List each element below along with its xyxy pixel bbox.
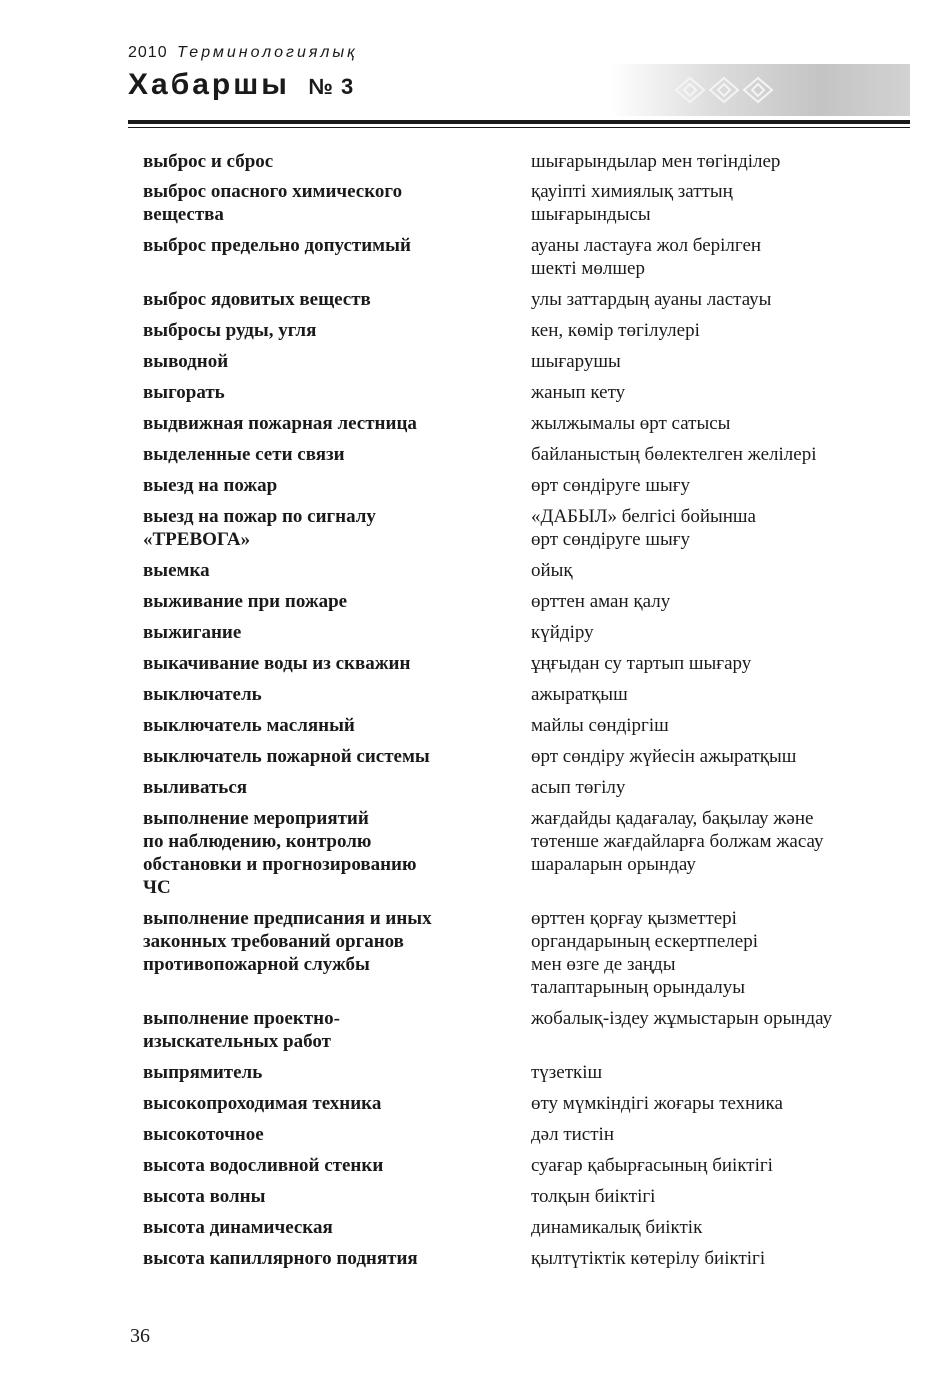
header-rule-thin [128, 127, 910, 128]
entry-row [143, 505, 903, 559]
issue-number: № 3 [308, 74, 355, 99]
term-kazakh: ойық [531, 560, 573, 581]
term-kazakh: суағар қабырғасының биіктігі [531, 1155, 773, 1176]
page-number: 36 [130, 1325, 150, 1347]
term-kazakh: байланыстың бөлектелген желілері [531, 444, 817, 465]
term-russian: высота волны [143, 1186, 266, 1207]
term-russian: выполнение проектно- изыскательных работ [143, 1008, 340, 1052]
term-kazakh: ажыратқыш [531, 684, 628, 705]
entry-row [143, 288, 903, 319]
term-kazakh: жағдайды қадағалау, бақылау және төтенше жағдайларға болжам жасау шараларын орындау [531, 808, 824, 875]
entry-row [143, 907, 903, 1007]
ornament-band [610, 64, 910, 116]
term-kazakh: динамикалық биіктік [531, 1217, 703, 1238]
term-russian: высота водосливной стенки [143, 1155, 384, 1176]
glossary-entries [143, 150, 903, 1278]
term-kazakh: майлы сөндіргіш [531, 715, 669, 736]
entry-row [143, 1092, 903, 1123]
entry-row [143, 807, 903, 907]
entry-row [143, 1061, 903, 1092]
term-russian: выпрямитель [143, 1062, 263, 1083]
entry-row [143, 319, 903, 350]
term-russian: выброс предельно допустимый [143, 235, 411, 256]
term-russian: выполнение предписания и иных законных требований органов противопожарной службы [143, 908, 432, 975]
entry-row [143, 234, 903, 288]
entry-row [143, 474, 903, 505]
entry-row [143, 443, 903, 474]
term-russian: выводной [143, 351, 229, 372]
term-russian: выжигание [143, 622, 242, 643]
term-kazakh: жылжымалы өрт сатысы [531, 413, 731, 434]
term-kazakh: шығарындылар мен төгінділер [531, 151, 781, 172]
term-kazakh: ауаны ластауға жол берілген шекті мөлшер [531, 235, 762, 279]
term-russian: выключатель масляный [143, 715, 355, 736]
entry-row [143, 1247, 903, 1278]
header-top-line [128, 44, 358, 62]
header-year: 2010 [128, 44, 168, 61]
entry-row [143, 150, 903, 180]
entry-row [143, 621, 903, 652]
term-russian: выброс опасного химического вещества [143, 181, 403, 225]
entry-row [143, 714, 903, 745]
term-kazakh: түзеткіш [531, 1062, 603, 1083]
journal-title-top: Терминологиялық [177, 44, 358, 61]
header-rule-thick [128, 120, 910, 124]
entry-row [143, 350, 903, 381]
entry-row [143, 1185, 903, 1216]
term-kazakh: жобалық-іздеу жұмыстарын орындау [531, 1008, 833, 1029]
entry-row [143, 412, 903, 443]
term-russian: выброс и сброс [143, 151, 274, 172]
term-russian: выезд на пожар [143, 475, 278, 496]
term-russian: выделенные сети связи [143, 444, 345, 465]
entry-row [143, 1123, 903, 1154]
term-kazakh: өрт сөндіруге шығу [531, 475, 691, 496]
term-kazakh: улы заттардың ауаны ластауы [531, 289, 772, 310]
ornament-pattern-icon [670, 74, 790, 106]
term-russian: высокоточное [143, 1124, 264, 1145]
term-kazakh: толқын биіктігі [531, 1186, 656, 1207]
term-kazakh: өрт сөндіру жүйесін ажыратқыш [531, 746, 797, 767]
term-russian: выброс ядовитых веществ [143, 289, 371, 310]
entry-row [143, 180, 903, 234]
entry-row [143, 745, 903, 776]
journal-title-main: Хабаршы [128, 68, 290, 101]
entry-row [143, 1154, 903, 1185]
term-russian: выгорать [143, 382, 225, 403]
term-russian: высокопроходимая техника [143, 1093, 382, 1114]
page-header [128, 38, 910, 130]
entry-row [143, 652, 903, 683]
term-kazakh: жанып кету [531, 382, 626, 403]
term-russian: выживание при пожаре [143, 591, 348, 612]
entry-row [143, 381, 903, 412]
term-kazakh: күйдіру [531, 622, 594, 643]
term-russian: выключатель [143, 684, 262, 705]
term-kazakh: кен, көмір төгілулері [531, 320, 700, 341]
term-kazakh: қылтүтіктік көтерілу биіктігі [531, 1248, 766, 1269]
term-russian: выбросы руды, угля [143, 320, 317, 341]
header-main-line [128, 68, 354, 102]
term-russian: выемка [143, 560, 210, 581]
term-russian: высота капиллярного поднятия [143, 1248, 418, 1269]
entry-row [143, 590, 903, 621]
term-russian: выкачивание воды из скважин [143, 653, 411, 674]
term-kazakh: өрттен аман қалу [531, 591, 671, 612]
entry-row [143, 1007, 903, 1061]
term-kazakh: ұңғыдан су тартып шығару [531, 653, 752, 674]
entry-row [143, 683, 903, 714]
term-russian: выдвижная пожарная лестница [143, 413, 417, 434]
term-russian: выливаться [143, 777, 248, 798]
term-kazakh: өрттен қорғау қызметтері органдарының ескертпелері мен өзге де заңды талаптарының орындалуы [531, 908, 758, 998]
term-kazakh: дәл тистін [531, 1124, 614, 1145]
term-russian: выключатель пожарной системы [143, 746, 430, 767]
term-kazakh: шығарушы [531, 351, 621, 372]
term-russian: выполнение мероприятий по наблюдению, контролю обстановки и прогнозированию ЧС [143, 808, 417, 898]
term-kazakh: «ДАБЫЛ» белгісі бойынша өрт сөндіруге шығу [531, 506, 756, 550]
entry-row [143, 559, 903, 590]
term-kazakh: өту мүмкіндігі жоғары техника [531, 1093, 783, 1114]
entry-row [143, 1216, 903, 1247]
term-russian: высота динамическая [143, 1217, 333, 1238]
term-kazakh: қауіпті химиялық заттың шығарындысы [531, 181, 733, 225]
term-kazakh: асып төгілу [531, 777, 626, 798]
term-russian: выезд на пожар по сигналу «ТРЕВОГА» [143, 506, 376, 550]
entry-row [143, 776, 903, 807]
